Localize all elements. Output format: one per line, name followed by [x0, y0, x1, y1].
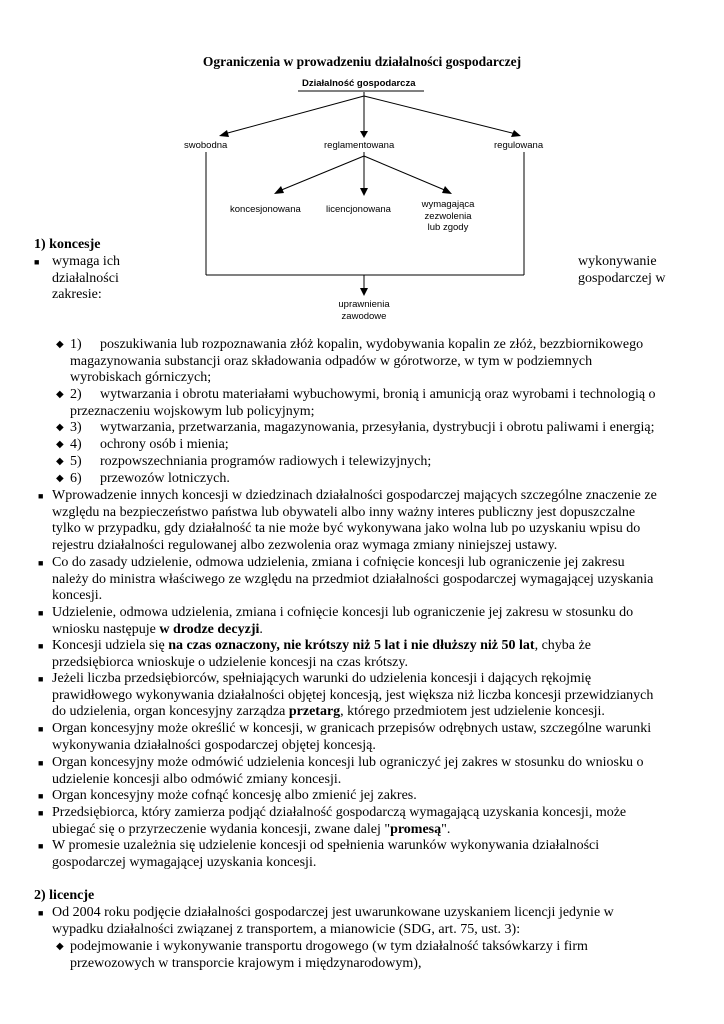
diamond-bullet-icon: ◆ [56, 389, 64, 400]
square-bullet-icon: ■ [38, 558, 44, 568]
square-bullet-icon: ■ [38, 808, 44, 818]
square-bullet-icon: ■ [34, 257, 40, 267]
list-item: 6) przewozów lotniczych. [70, 471, 230, 486]
diagram-connector [364, 156, 447, 191]
diagram-node-regulowana: regulowana [494, 140, 544, 151]
diamond-bullet-icon: ◆ [56, 439, 64, 450]
diagram-node-swobodna: swobodna [184, 140, 228, 151]
square-bullet-icon: ■ [38, 641, 44, 651]
list-item: 2) wytwarzania i obrotu materiałami wybuchowymi, bronią i amunicją oraz wyrobami i technologią o przeznaczeniu wojskowym lub policyjnym; [70, 387, 656, 419]
paragraph: Co do zasady udzielenie, odmowa udzielenia, zmiana i cofnięcie koncesji lub ograniczenie jej zakresu należy do ministra właściwego ze względu na przedmiot działalności gospodarczej wymagającej uzyskania koncesji. [52, 555, 654, 604]
diagram-arrowhead [219, 130, 229, 137]
diagram-connector [279, 156, 364, 191]
list-item: 5) rozpowszechniania programów radiowych i telewizyjnych; [70, 454, 432, 469]
square-bullet-icon: ■ [38, 608, 44, 618]
paragraph: Koncesji udziela się na czas oznaczony, nie krótszy niż 5 lat i nie dłuższy niż 50 lat, chyba że przedsiębiorca wnioskuje o udzielenie koncesji na czas krótszy. [52, 638, 591, 670]
list-item: 3) wytwarzania, przetwarzania, magazynowania, przesyłania, dystrybucji i obrotu paliwami i energią; [70, 420, 655, 435]
paragraph: Jeżeli liczba przedsiębiorców, spełniających warunki do udzielenia koncesji i dających rękojmię prawidłowego wykonywania działalności objętej koncesją, jest większa niż liczba koncesji przewidzianych do udzielenia, organ koncesyjny zarządza przetarg, którego przedmiotem jest udzielenie koncesji. [52, 671, 654, 720]
diagram-arrowhead [360, 288, 368, 296]
diagram-node-koncesjonowana: koncesjonowana [230, 204, 301, 215]
page-title: Ograniczenia w prowadzeniu działalności gospodarczej [202, 54, 522, 69]
section-heading-koncesje: 1) koncesje [34, 237, 101, 252]
square-bullet-icon: ■ [38, 908, 44, 918]
square-bullet-icon: ■ [38, 674, 44, 684]
diagram-root-label: Działalność gospodarcza [302, 78, 416, 89]
paragraph: Wprowadzenie innych koncesji w dziedzinach działalności gospodarczej mających szczególne znaczenie ze względu na bezpieczeństwo państwa lub obywateli albo inny ważny interes publiczny jest dopuszczalne tylko w przypadku, gdy działalność ta nie może być wykonywana jako wolna lub po uzyskaniu wpisu do rejestru działalności regulowanej albo zezwolenia oraz wymaga zmiany niniejszej ustawy. [52, 488, 657, 553]
diagram-arrowhead [360, 188, 368, 196]
paragraph: Udzielenie, odmowa udzielenia, zmiana i cofnięcie koncesji lub ograniczenie jej zakresu w stosunku do wniosku następuje w drodze decyzji. [52, 605, 634, 637]
paragraph: Przedsiębiorca, który zamierza podjąć działalność gospodarczą wymagającą uzyskania koncesji, może ubiegać się o przyrzeczenie wydania koncesji, zwane dalej "promesą". [52, 805, 627, 837]
diagram-node-licencjonowana: licencjonowana [326, 204, 391, 215]
diagram-connector [364, 96, 516, 134]
list-item: podejmowanie i wykonywanie transportu drogowego (w tym działalność taksówkarzy i firm przewozowych w transporcie krajowym i międzynarodowym), [70, 939, 588, 971]
paragraph: Organ koncesyjny może odmówić udzielenia koncesji lub ograniczyć jej zakres w stosunku do wniosku o udzielenie koncesji albo odmówić zmiany koncesji. [52, 755, 644, 787]
section-heading-licencje: 2) licencje [34, 888, 95, 903]
diagram-connector [224, 96, 364, 134]
diamond-bullet-icon: ◆ [56, 422, 64, 433]
diamond-bullet-icon: ◆ [56, 941, 64, 952]
diamond-bullet-icon: ◆ [56, 473, 64, 484]
square-bullet-icon: ■ [38, 491, 44, 501]
square-bullet-icon: ■ [38, 758, 44, 768]
paragraph: W promesie uzależnia się udzielenie koncesji od spełnienia warunków wykonywania działalności gospodarczej wymagającej uzyskania koncesji. [52, 838, 600, 870]
diagram-node-uprawnienia: uprawnienia zawodowe [338, 299, 390, 322]
diagram-arrowhead [511, 130, 521, 137]
diamond-bullet-icon: ◆ [56, 456, 64, 467]
diagram-node-zezwolenia: wymagająca zezwolenia lub zgody [421, 199, 475, 233]
list-item: 1) poszukiwania lub rozpoznawania złóż kopalin, wydobywania kopalin ze złóż, bezzbiornikowego magazynowania substancji oraz składowania odpadów w górotworze, w tym w podziemnych wyrobiskach górniczych; [70, 337, 644, 386]
diagram-node-reglamentowana: reglamentowana [324, 140, 395, 151]
diagram-arrowhead [442, 186, 452, 194]
paragraph: Organ koncesyjny może cofnąć koncesję albo zmienić jej zakres. [52, 788, 417, 803]
list-item: 4) ochrony osób i mienia; [70, 437, 229, 452]
intro-right-text: wykonywanie gospodarczej w [578, 254, 666, 286]
diagram-arrowhead [274, 186, 284, 194]
diagram-arrowhead [360, 131, 368, 138]
paragraph: Organ koncesyjny może określić w koncesji, w granicach przepisów odrębnych ustaw, szczególne warunki wykonywania działalności gospodarczej objętej koncesją. [52, 721, 652, 753]
intro-left-text: wymaga ich działalności zakresie: [52, 254, 121, 303]
diamond-bullet-icon: ◆ [56, 339, 64, 350]
paragraph: Od 2004 roku podjęcie działalności gospodarczej jest uwarunkowane uzyskaniem licencji jedynie w wypadku działalności związanej z transportem, a mianowicie (SDG, art. 75, ust. 3): [52, 905, 614, 937]
square-bullet-icon: ■ [38, 724, 44, 734]
square-bullet-icon: ■ [38, 791, 44, 801]
square-bullet-icon: ■ [38, 841, 44, 851]
